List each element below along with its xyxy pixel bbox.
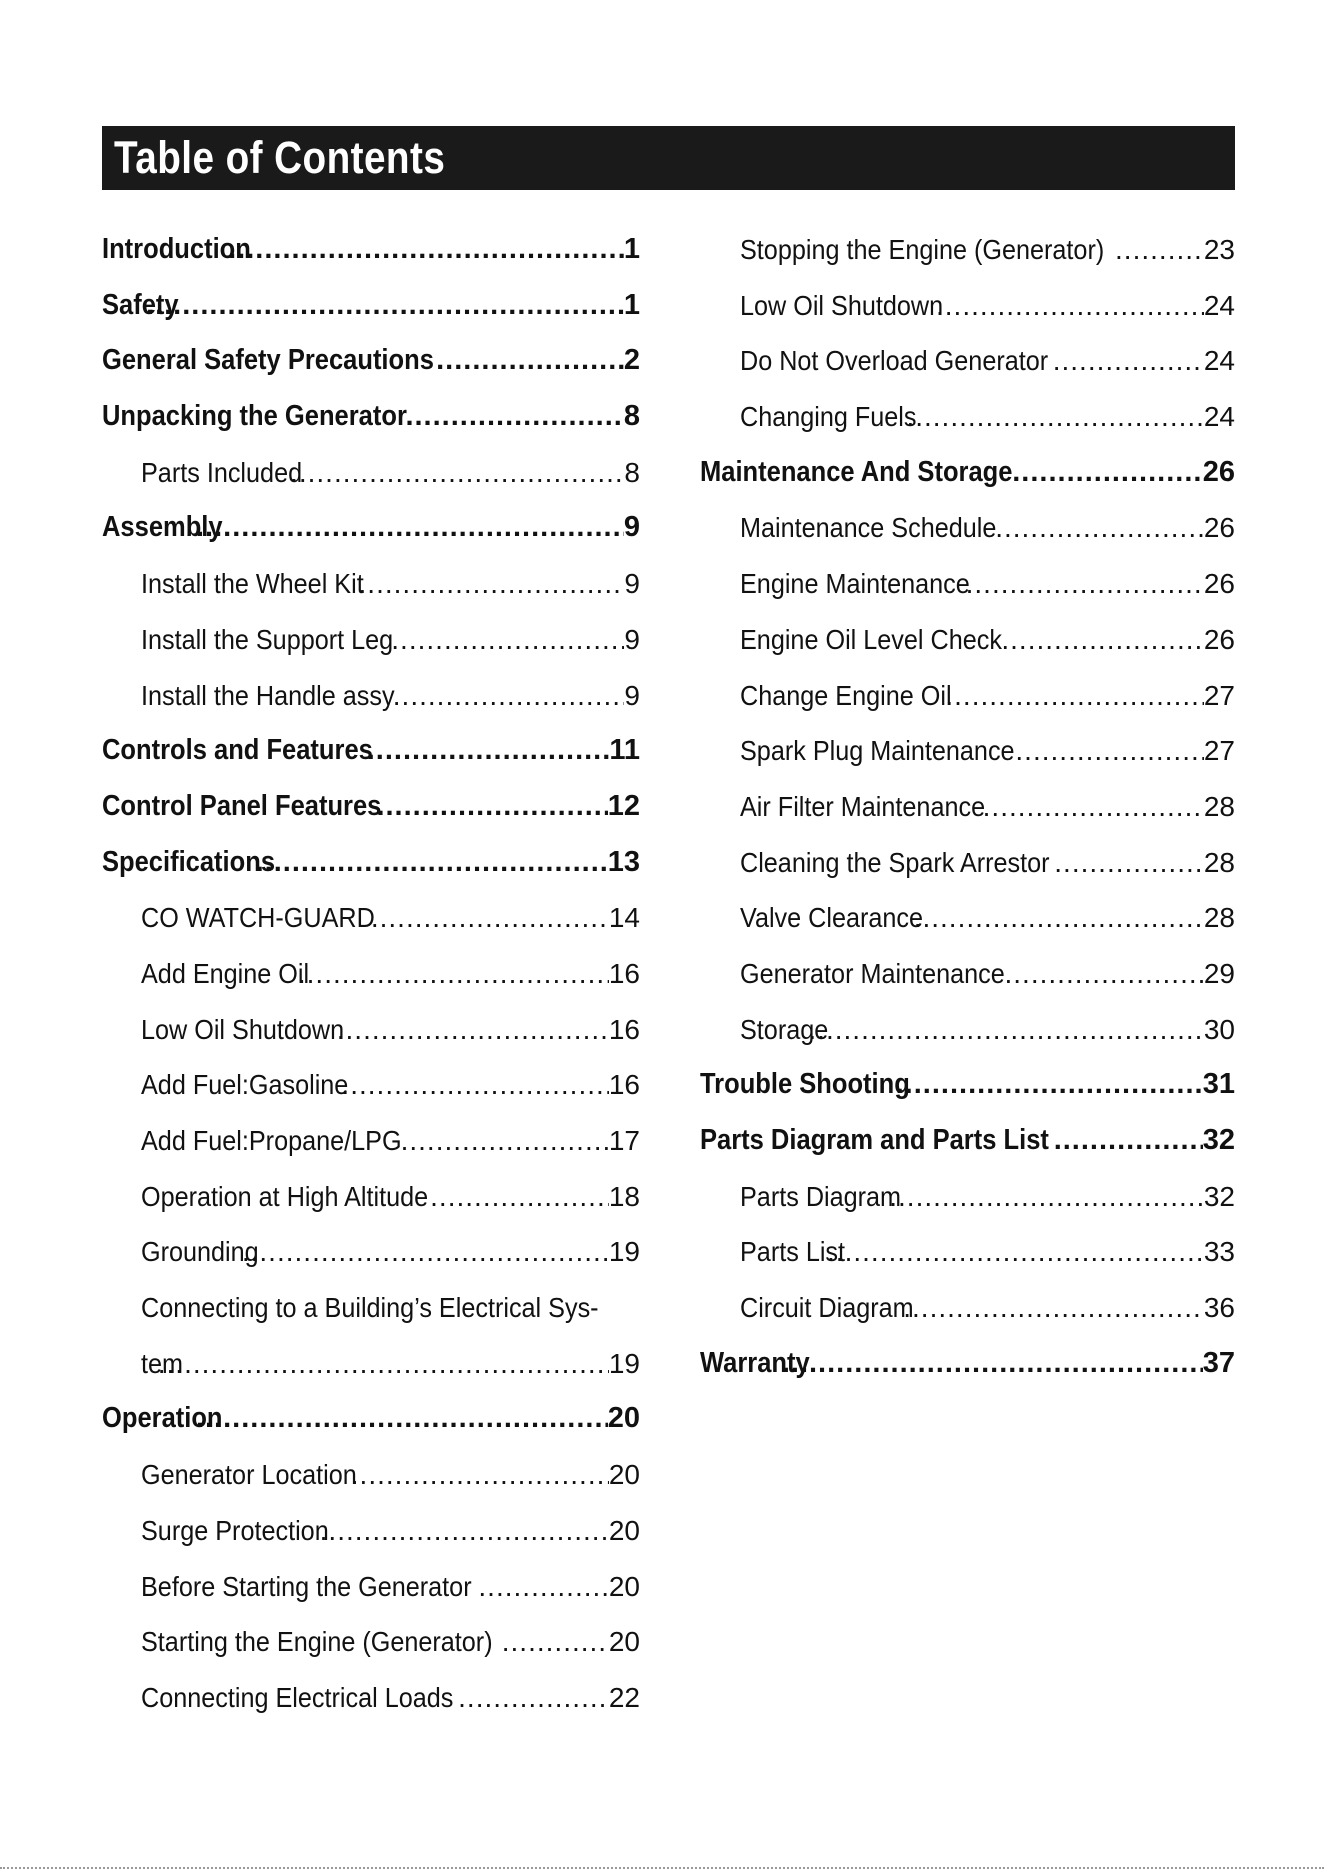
toc-entry-page: 24 (1203, 289, 1235, 321)
toc-entry[interactable] (700, 445, 1235, 501)
toc-entry-page: 9 (624, 568, 640, 600)
dot-leader (242, 1224, 609, 1280)
toc-entry[interactable] (102, 1002, 640, 1058)
toc-left-column (102, 222, 640, 1726)
toc-entry-title: Spark Plug Maintenance (740, 735, 1015, 767)
toc-entry[interactable] (700, 946, 1235, 1002)
dot-leader (896, 1057, 1203, 1113)
toc-entry[interactable] (102, 612, 640, 668)
toc-entry-page: 32 (1202, 1124, 1235, 1156)
dot-leader (405, 389, 623, 445)
toc-entry-title: Air Filter Maintenance (740, 790, 986, 822)
toc-entry-page: 1 (623, 233, 640, 265)
toc-entry-title: Storage (740, 1013, 829, 1045)
dot-leader (1015, 723, 1203, 779)
dot-leader (889, 1169, 1204, 1225)
toc-entry-title: Safety (102, 288, 179, 321)
dot-leader (906, 389, 1203, 445)
toc-entry-page: 16 (608, 1069, 640, 1101)
toc-entry-page: 26 (1202, 455, 1235, 488)
toc-entry-title: Engine Oil Level Check (740, 623, 1002, 655)
toc-entry[interactable] (700, 1169, 1235, 1225)
dot-leader (945, 668, 1203, 724)
toc-entry[interactable] (102, 333, 640, 389)
toc-entry[interactable] (700, 556, 1235, 612)
toc-entry-title: Parts Diagram and Parts List (700, 1124, 1049, 1156)
dot-leader (983, 779, 1204, 835)
toc-entry-title: Do Not Overload Generator (740, 345, 1049, 377)
toc-entry-title: Change Engine Oil (740, 679, 952, 711)
toc-entry-page: 20 (607, 1402, 640, 1435)
toc-entry[interactable] (700, 333, 1235, 389)
toc-header-bar (102, 126, 1235, 190)
dot-leader (256, 835, 608, 891)
toc-entry-title: Valve Clearance (740, 902, 924, 934)
toc-entry-title: Engine Maintenance (740, 568, 970, 600)
toc-entry-page: 26 (1203, 568, 1235, 600)
toc-entry[interactable] (102, 779, 640, 835)
dot-leader (393, 668, 625, 724)
toc-entry[interactable] (102, 1670, 640, 1726)
toc-entry-title: Unpacking the Generator (102, 400, 407, 433)
toc-entry-title: Starting the Engine (Generator) (141, 1626, 493, 1658)
toc-entry[interactable] (102, 890, 640, 946)
toc-entry-title: Operation (102, 1402, 223, 1435)
toc-entry-title: Maintenance Schedule (740, 512, 997, 544)
toc-entry[interactable] (700, 612, 1235, 668)
dot-leader (966, 556, 1204, 612)
toc-entry[interactable] (102, 1169, 640, 1225)
toc-entry[interactable] (102, 222, 640, 278)
dot-leader (196, 500, 624, 556)
toc-entry-title: Operation at High Altitude (141, 1180, 429, 1212)
dot-leader (782, 1336, 1203, 1392)
toc-entry-page: 33 (1203, 1236, 1235, 1268)
toc-entry-title: Maintenance And Storage (700, 455, 1013, 488)
page-title: Table of Contents (114, 132, 446, 183)
toc-entry[interactable] (700, 779, 1235, 835)
toc-entry-title: Before Starting the Generator (141, 1570, 472, 1602)
toc-entry-page: 16 (608, 1013, 640, 1045)
toc-entry-title: Parts Diagram (740, 1180, 902, 1212)
toc-entry-title: CO WATCH-GUARD (141, 902, 375, 934)
dot-leader (1054, 1113, 1203, 1169)
toc-entry-title: Cleaning the Spark Arrestor (740, 846, 1050, 878)
dot-leader (158, 1336, 609, 1392)
toc-entry[interactable] (102, 946, 640, 1002)
toc-entry-title: Generator Maintenance (740, 957, 1005, 989)
toc-entry-page: 20 (608, 1626, 640, 1658)
toc-entry-page: 27 (1203, 735, 1235, 767)
toc-entry-page: 20 (608, 1514, 640, 1546)
toc-entry-page: 2 (623, 344, 640, 377)
dot-leader (436, 333, 624, 389)
toc-entry[interactable] (700, 668, 1235, 724)
toc-entry-title: Specifications (102, 845, 276, 878)
dot-leader (430, 1169, 609, 1225)
toc-entry-page: 24 (1203, 345, 1235, 377)
toc-entry[interactable] (102, 835, 640, 891)
toc-entry-page: 18 (608, 1180, 640, 1212)
toc-entry[interactable] (102, 556, 640, 612)
toc-entry[interactable] (102, 1559, 640, 1615)
toc-entry[interactable] (102, 1280, 640, 1391)
dot-leader (351, 1447, 609, 1503)
toc-entry-title: Install the Support Leg (141, 623, 394, 655)
dot-leader (995, 500, 1204, 556)
toc-entry[interactable] (102, 445, 640, 501)
toc-entry-title: Add Fuel:Propane/LPG (141, 1125, 402, 1156)
dot-leader (903, 1280, 1204, 1336)
toc-entry-title: Install the Wheel Kit (141, 568, 364, 600)
toc-entry-title: Parts List (740, 1236, 846, 1268)
dot-leader (808, 1002, 1203, 1058)
toc-entry-page: 19 (608, 1236, 640, 1268)
toc-entry-page: 29 (1203, 957, 1235, 989)
toc-entry-page: 17 (608, 1125, 640, 1156)
toc-entry-page: 30 (1203, 1013, 1235, 1045)
dot-leader (936, 278, 1204, 334)
toc-entry-title: Stopping the Engine (Generator) (740, 234, 1105, 265)
toc-entry-page: 32 (1203, 1180, 1235, 1212)
bottom-dotted-rule (0, 1867, 1324, 1872)
toc-entry-page: 16 (608, 957, 640, 989)
dot-leader (359, 556, 625, 612)
dot-leader (1054, 835, 1204, 891)
toc-entry-page: 9 (623, 511, 640, 544)
toc-entry-page: 37 (1202, 1346, 1235, 1379)
dot-leader (371, 890, 609, 946)
toc-right-column (700, 222, 1235, 1391)
toc-entry-page: 1 (623, 288, 640, 321)
toc-entry-page: 8 (623, 400, 640, 433)
toc-entry[interactable] (102, 723, 640, 779)
dot-leader (376, 779, 607, 835)
toc-entry[interactable] (102, 1447, 640, 1503)
toc-entry-page: 14 (608, 902, 640, 934)
toc-entry-title: Add Fuel:Gasoline (141, 1069, 349, 1101)
toc-entry-title: Trouble Shooting (700, 1068, 910, 1101)
toc-entry-title: Assembly (102, 511, 223, 544)
toc-entry[interactable] (102, 389, 640, 445)
dot-leader (1012, 445, 1202, 501)
toc-entry-title: Low Oil Shutdown (740, 289, 944, 321)
dot-leader (1115, 222, 1204, 278)
toc-entry-page: 28 (1203, 902, 1235, 934)
toc-entry[interactable] (700, 1002, 1235, 1058)
toc-entry-page: 20 (608, 1570, 640, 1602)
toc-entry-page: 22 (608, 1681, 640, 1713)
toc-entry-page: 8 (624, 456, 640, 488)
toc-entry[interactable] (700, 500, 1235, 556)
toc-entry-title: Changing Fuels (740, 401, 917, 433)
toc-entry[interactable] (102, 1503, 640, 1559)
toc-entry-title: Add Engine Oil (141, 957, 310, 989)
dot-leader (478, 1559, 608, 1615)
toc-entry-page: 11 (609, 734, 640, 767)
toc-entry-page: 9 (624, 679, 640, 711)
dot-leader (914, 890, 1204, 946)
dot-leader (341, 1057, 608, 1113)
dot-leader (320, 1503, 609, 1559)
toc-entry[interactable] (102, 1224, 640, 1280)
dot-leader (146, 278, 624, 334)
toc-entry-page: 31 (1202, 1068, 1235, 1101)
toc-entry-page: 24 (1203, 401, 1235, 433)
toc-entry-page: 36 (1203, 1292, 1235, 1324)
toc-entry[interactable] (102, 1391, 640, 1447)
toc-entry[interactable] (700, 389, 1235, 445)
toc-entry-title: Low Oil Shutdown (141, 1013, 345, 1045)
toc-entry-page: 19 (608, 1347, 640, 1379)
toc-entry-page: 27 (1203, 679, 1235, 711)
toc-entry-title: Generator Location (141, 1459, 357, 1491)
dot-leader (337, 1002, 609, 1058)
toc-entry[interactable] (700, 1280, 1235, 1336)
toc-entry[interactable] (700, 1113, 1235, 1169)
dot-leader (196, 1391, 608, 1447)
toc-entry-title: Introduction (102, 233, 251, 265)
toc-entry[interactable] (102, 668, 640, 724)
toc-entry[interactable] (700, 890, 1235, 946)
toc-entry-page: 26 (1203, 623, 1235, 655)
dot-leader (290, 445, 624, 501)
toc-entry-title: Install the Handle assy (141, 679, 395, 711)
toc-entry-title: Control Panel Features (102, 789, 382, 822)
toc-entry[interactable] (102, 1057, 640, 1113)
dot-leader (502, 1614, 609, 1670)
toc-entry-page: 28 (1203, 790, 1235, 822)
toc-entry-title: General Safety Precautions (102, 344, 434, 377)
toc-entry[interactable] (700, 222, 1235, 278)
toc-entry-page: 20 (608, 1459, 640, 1491)
toc-entry-title: Controls and Features (102, 734, 373, 767)
dot-leader (298, 946, 609, 1002)
dot-leader (401, 1113, 609, 1169)
dot-leader (228, 222, 624, 278)
toc-entry-page: 13 (607, 845, 640, 878)
toc-entry-title: Connecting to a Building’s Electrical Sys- (141, 1292, 599, 1324)
dot-leader (367, 723, 610, 779)
toc-entry[interactable] (102, 1113, 640, 1169)
dot-leader (827, 1224, 1204, 1280)
toc-entry[interactable] (700, 723, 1235, 779)
toc-entry-page: 12 (607, 789, 640, 822)
toc-entry[interactable] (700, 278, 1235, 334)
toc-entry-title: Circuit Diagram (740, 1292, 914, 1324)
toc-entry[interactable] (102, 1614, 640, 1670)
toc-entry-page: 9 (624, 623, 640, 655)
toc-entry[interactable] (700, 1336, 1235, 1392)
toc-entry-title: Parts Included (141, 456, 303, 488)
toc-entry-title: Warranty (700, 1346, 810, 1379)
toc-entry-title-continued: tem (141, 1347, 184, 1379)
dot-leader (1053, 333, 1204, 389)
toc-entry[interactable] (102, 278, 640, 334)
toc-entry[interactable] (700, 1057, 1235, 1113)
toc-entry-title: Connecting Electrical Loads (141, 1681, 454, 1713)
dot-leader (1001, 612, 1203, 668)
toc-entry-page: 26 (1203, 512, 1235, 544)
toc-entry-title: Grounding (141, 1236, 259, 1268)
toc-entry-title: Surge Protection (141, 1514, 329, 1546)
dot-leader (1005, 946, 1204, 1002)
toc-entry[interactable] (102, 500, 640, 556)
dot-leader (458, 1670, 609, 1726)
toc-entry[interactable] (700, 835, 1235, 891)
dot-leader (391, 612, 624, 668)
toc-entry-page: 28 (1203, 846, 1235, 878)
toc-entry-page: 23 (1203, 234, 1235, 265)
toc-entry[interactable] (700, 1224, 1235, 1280)
